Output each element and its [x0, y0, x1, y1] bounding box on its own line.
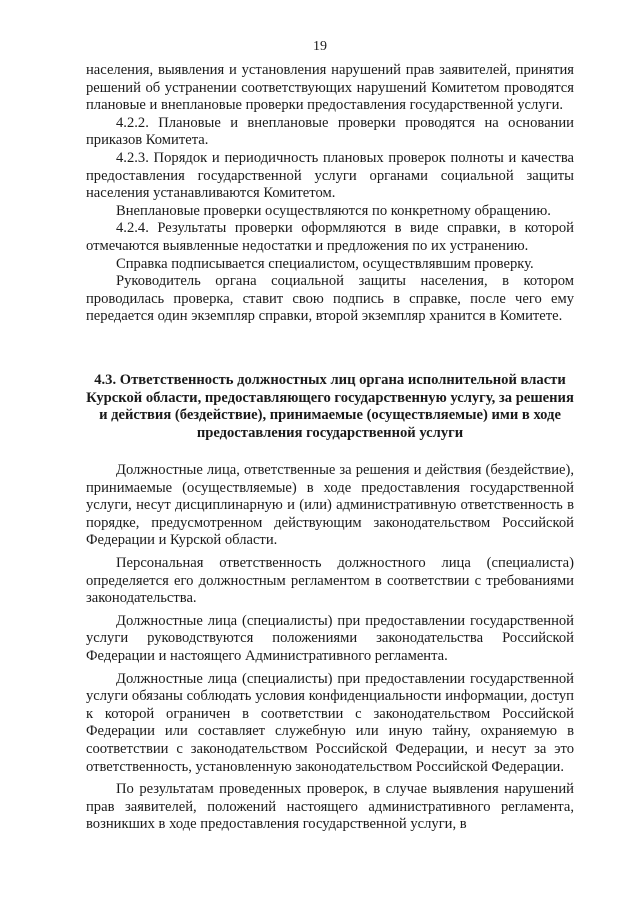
paragraph: Должностные лица, ответственные за решения и действия (бездействие), принимаемые (осуществляемые) в ходе предоставления государственной услуги, несут дисциплинарную и (или) административную ответственность в порядке, предусмотренном действующим законодательством Российской Федерации и Курской области. — [86, 462, 574, 549]
paragraph: населения, выявления и установления нарушений прав заявителей, принятия решений об устранении соответствующих нарушений Комитетом проводятся плановые и внеплановые проверки предоставления государственной услуги. — [86, 62, 574, 114]
page-number: 19 — [313, 39, 327, 54]
paragraph: Должностные лица (специалисты) при предоставлении государственной услуги руководствуются положениями законодательства Российской Федерации и настоящего Административного регламента. — [86, 612, 574, 664]
paragraph: Персональная ответственность должностного лица (специалиста) определяется его должностным регламентом в соответствии с требованиями законодательства. — [86, 554, 574, 607]
section-heading: 4.3. Ответственность должностных лиц органа исполнительной власти Курской области, предоставляющего государственную услугу, за решения и действия (бездействие), принимаемые (осуществляемые) ими в ходе предоставления государственной услуги — [86, 372, 574, 441]
paragraph: По результатам проведенных проверок, в случае выявления нарушений прав заявителей, положений настоящего административного регламента, возникших в ходе предоставления государственной услуги, в — [86, 781, 574, 833]
text-block-bottom — [86, 462, 574, 834]
text-block-top — [86, 62, 574, 326]
paragraph: Должностные лица (специалисты) при предоставлении государственной услуги обязаны соблюдать условия конфиденциальности информации, доступ к которой ограничен в соответствии с законодательством Российской Федерации или составляет служебную или иную тайну, охраняемую в соответствии с законодательством Российской Федерации, и несут за это ответственность, установленную законодательством Российской Федерации. — [86, 670, 574, 775]
paragraph: Руководитель органа социальной защиты населения, в котором проводилась проверка, ставит свою подпись в справке, после чего ему передается один экземпляр справки, второй экземпляр хранится в Комитете. — [86, 273, 574, 325]
paragraph: Внеплановые проверки осуществляются по конкретному обращению. — [116, 202, 551, 219]
paragraph: Справка подписывается специалистом, осуществлявшим проверку. — [116, 255, 534, 272]
paragraph: 4.2.2. Плановые и внеплановые проверки проводятся на основании приказов Комитета. — [86, 114, 574, 149]
paragraph: 4.2.4. Результаты проверки оформляются в виде справки, в которой отмечаются выявленные недостатки и предложения по их устранению. — [86, 220, 574, 254]
paragraph: 4.2.3. Порядок и периодичность плановых проверок полноты и качества предоставления государственной услуги органами социальной защиты населения устанавливаются Комитетом. — [86, 149, 574, 202]
